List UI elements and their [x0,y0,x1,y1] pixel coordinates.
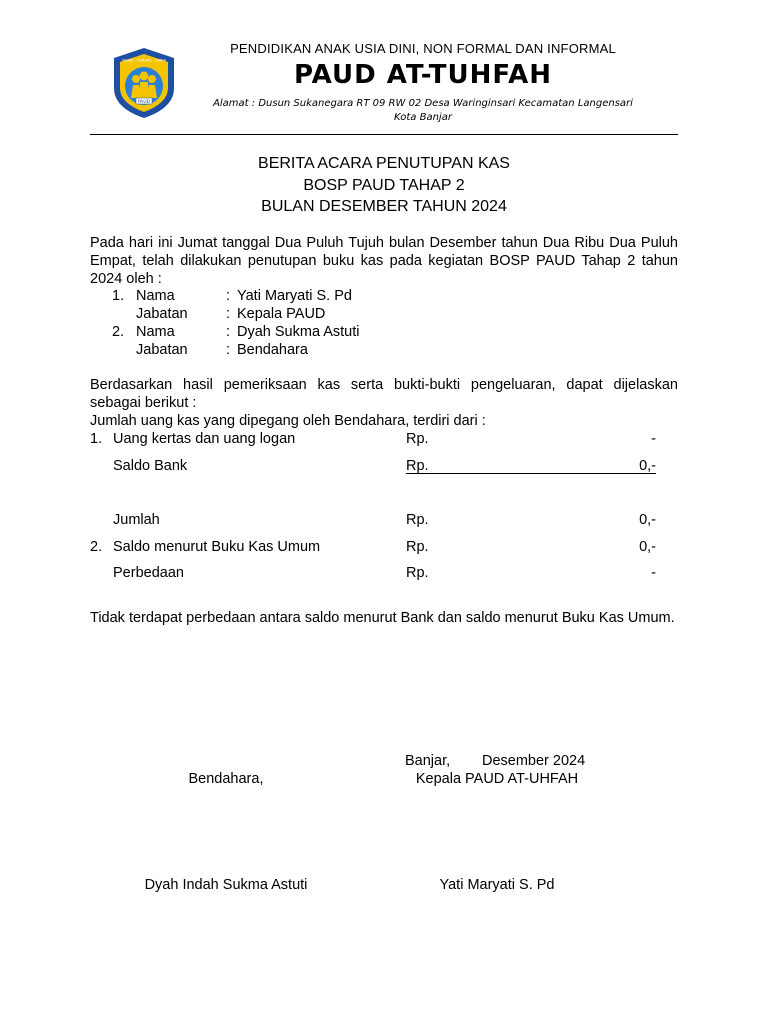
cash-row-currency: Rp. [406,431,429,447]
cash-row-label: Saldo Bank [113,458,188,474]
person-2-role-label: Jabatan [136,342,188,358]
person-1-role-colon: : [226,306,231,322]
cash-row-value: - [651,565,656,581]
person-2-name-colon: : [226,324,231,340]
signature-right-role: Kepala PAUD AT-UHFAH [415,771,579,787]
examination-paragraph: Berdasarkan hasil pemeriksaan kas serta bukti-bukti pengeluaran, dapat dijelaskan sebagai berikut : [90,377,678,411]
school-name: PAUD AT-TUHFAH [294,60,552,90]
signature-date: Desember 2024 [482,753,586,769]
cash-row-label: Jumlah [113,512,160,528]
document-title-line-1: BERITA ACARA PENUTUPAN KAS [258,155,510,172]
document-title-line-2: BOSP PAUD TAHAP 2 [303,177,465,194]
cash-row-currency: Rp. [406,565,429,581]
cash-row-number: 2. [90,539,103,555]
intro-paragraph: Pada hari ini Jumat tanggal Dua Puluh Tujuh bulan Desember tahun Dua Ribu Dua Puluh Empat, telah dilakukan penutupan buku kas pada kegiatan BOSP PAUD Tahap 2 tahun 2024 oleh : [90,235,678,287]
cash-row-value: 0,- [639,539,656,555]
person-1-name: Yati Maryati S. Pd [237,288,352,304]
cash-row-currency: Rp. [406,539,429,555]
person-2-name-label: Nama [136,324,175,340]
cash-row-label: Uang kertas dan uang logan [113,431,296,447]
logo-motto-text: SEHAT · CERDAS · CERIA [122,58,166,63]
person-1-name-colon: : [226,288,231,304]
cash-intro: Jumlah uang kas yang dipegang oleh Bendahara, terdiri dari : [90,413,486,429]
person-2-role-colon: : [226,342,231,358]
cash-row-label: Perbedaan [113,565,184,581]
subtotal-underline [406,473,656,474]
cash-row-value: 0,- [639,458,656,474]
conclusion-paragraph: Tidak terdapat perbedaan antara saldo menurut Bank dan saldo menurut Buku Kas Umum. [90,610,675,626]
person-2-number: 2. [112,324,125,340]
signature-left-role: Bendahara, [188,771,264,787]
address-line-2: Kota Banjar [394,112,452,123]
person-1-number: 1. [112,288,125,304]
letterhead-divider [90,134,678,135]
signature-right-name: Yati Maryati S. Pd [439,877,555,893]
person-2-name: Dyah Sukma Astuti [237,324,360,340]
person-1-role-label: Jabatan [136,306,188,322]
signature-place: Banjar, [405,753,451,769]
logo-paud-text: PAUD [137,100,151,105]
address [168,97,678,125]
address-line-1: Alamat : Dusun Sukanegara RT 09 RW 02 Desa Waringinsari Kecamatan Langensari [213,98,633,109]
cash-row-value: - [651,431,656,447]
person-1-role: Kepala PAUD [237,306,326,322]
cash-row-number: 1. [90,431,103,447]
cash-row-value: 0,- [639,512,656,528]
cash-row-label: Saldo menurut Buku Kas Umum [113,539,321,555]
document-title-line-3: BULAN DESEMBER TAHUN 2024 [261,198,507,215]
person-1-name-label: Nama [136,288,175,304]
cash-row-currency: Rp. [406,512,429,528]
cash-row-currency: Rp. [406,458,429,474]
signature-left-name: Dyah Indah Sukma Astuti [144,877,308,893]
institution-line: PENDIDIKAN ANAK USIA DINI, NON FORMAL DAN INFORMAL [230,41,616,56]
person-2-role: Bendahara [237,342,308,358]
